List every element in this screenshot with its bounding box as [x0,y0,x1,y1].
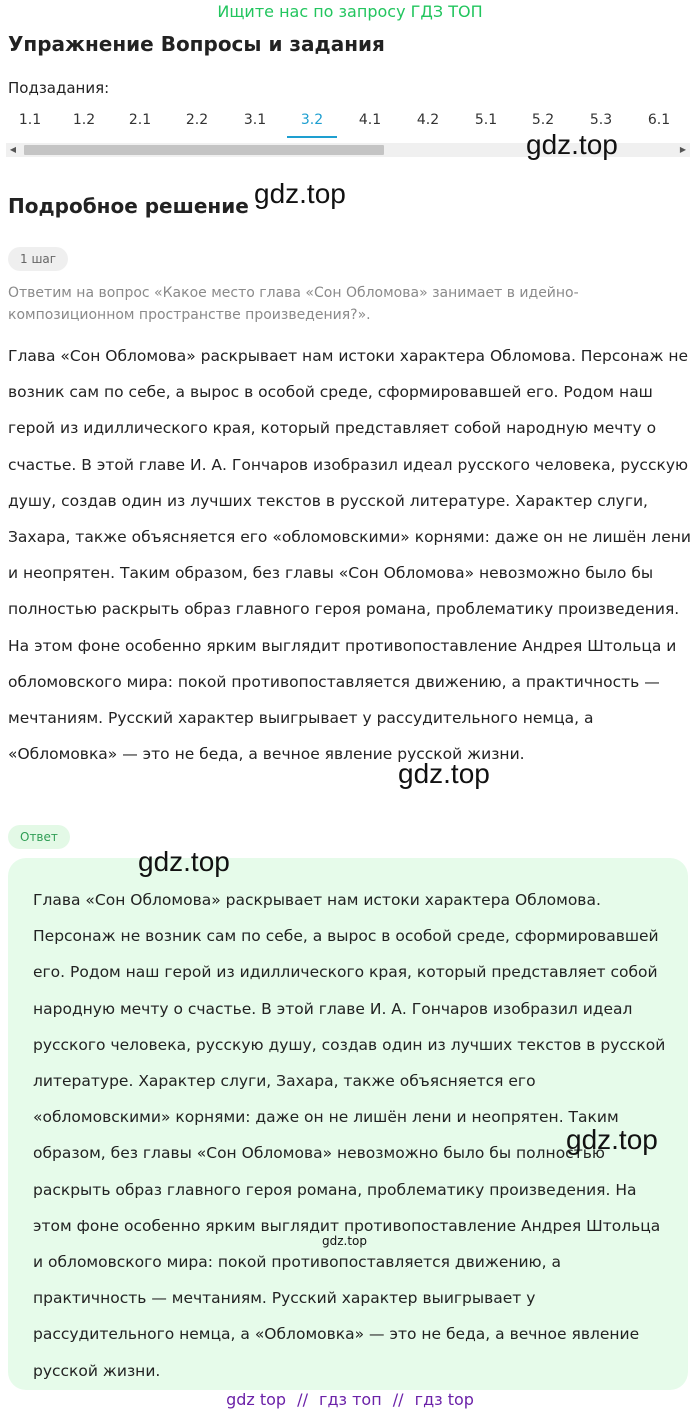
scroll-left-icon[interactable]: ◀ [9,145,17,154]
subtask-tab-3-2[interactable]: 3.2 [287,104,337,138]
subtasks-label: Подзадания: [8,79,110,97]
bottom-link-gdz-top[interactable]: gdz top [226,1390,287,1409]
subtask-tab-3-1[interactable]: 3.1 [243,112,267,128]
watermark: gdz.top [526,129,618,160]
solution-text: Глава «Сон Обломова» раскрывает нам истоки характера Обломова. Персонаж не возник сам по себе, а вырос в особой среде, сформировавшей его. Родом наш герой из идиллического края, который представляет собой народную мечту о счастье. В этой главе И. А. Гончаров изобразил идеал русского человека, русскую душу, создав один из лучших текстов в русской литературе. Характер слуги, Захара, также объясняется его «обломовскими» корнями: даже он не лишён лени и неопрятен. Таким образом, без главы «Сон Обломова» невозможно было бы полностью раскрыть образ главного героя романа, проблематику произведения. На этом фоне особенно ярким выглядит противопоставление Андрея Штольца и обломовского мира: покой противопоставляется движению, а практичность — мечтаниям. Русский характер выигрывает у рассудительного немца, а «Обломовка» — это не беда, а вечное явление русской жизни. [8,347,691,764]
subtask-tab-5-1[interactable]: 5.1 [474,112,498,128]
solution-title: Подробное решение [8,194,249,218]
subtask-tab-1-2[interactable]: 1.2 [72,112,96,128]
bottom-link-gdz-top-mixed[interactable]: гдз top [414,1390,474,1409]
scrollbar-thumb[interactable] [24,145,384,155]
watermark: gdz.top [398,758,490,789]
step-badge: 1 шаг [8,247,68,271]
exercise-title: Упражнение Вопросы и задания [8,32,385,56]
link-separator: // [392,1390,404,1409]
small-watermark: gdz.top [322,1234,368,1248]
subtask-tab-6-1[interactable]: 6.1 [647,112,671,128]
scroll-right-icon[interactable]: ▶ [679,145,687,154]
top-banner[interactable]: Ищите нас по запросу ГДЗ ТОП [217,2,483,21]
subtask-tab-5-2[interactable]: 5.2 [531,112,555,128]
answer-badge: Ответ [8,825,70,849]
subtask-tab-4-2[interactable]: 4.2 [416,112,440,128]
question-text: Ответим на вопрос «Какое место глава «Сон Обломова» занимает в идейно-композиционном пространстве произведения?». [8,285,579,323]
bottom-link-gdz-top-ru[interactable]: гдз топ [319,1390,382,1409]
watermark: gdz.top [138,846,230,877]
answer-text: Глава «Сон Обломова» раскрывает нам истоки характера Обломова. Персонаж не возник сам по себе, а вырос в особой среде, сформировавшей его. Родом наш герой из идиллического края, который представляет собой народную мечту о счастье. В этой главе И. А. Гончаров изобразил идеал русского человека, русскую душу, создав один из лучших текстов в русской литературе. Характер слуги, Захара, также объясняется его «обломовскими» корнями: даже он не лишён лени и неопрятен. Таким образом, без главы «Сон Обломова» невозможно было бы полностью раскрыть образ главного героя романа, проблематику произведения. На этом фоне особенно ярким выглядит противопоставление Андрея Штольца и обломовского мира: покой противопоставляется движению, а практичность — мечтаниям. Русский характер выигрывает у рассудительного немца, а «Обломовка» — это не беда, а вечное явление русской жизни. [33,891,666,1380]
watermark: gdz.top [566,1124,658,1155]
subtask-tab-2-1[interactable]: 2.1 [128,112,152,128]
watermark: gdz.top [254,178,346,209]
subtask-tab-2-2[interactable]: 2.2 [185,112,209,128]
subtask-tab-4-1[interactable]: 4.1 [358,112,382,128]
link-separator: // [297,1390,308,1409]
subtask-tab-1-1[interactable]: 1.1 [18,112,42,128]
subtask-tab-5-3[interactable]: 5.3 [589,112,613,128]
bottom-links [0,1390,700,1409]
